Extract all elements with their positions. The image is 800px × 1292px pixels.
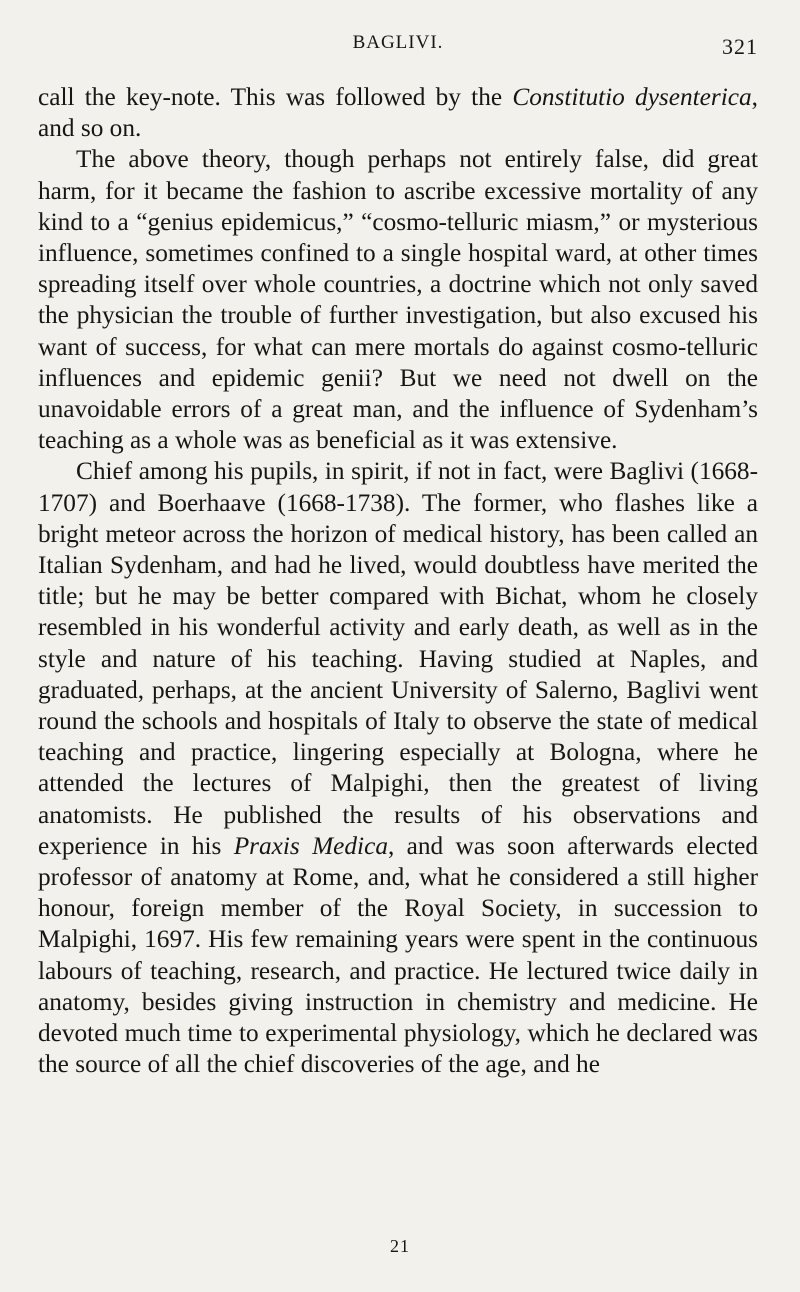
page-number: 321 xyxy=(722,34,758,59)
text-run: , and was soon afterwards elected professor of anatomy at Rome, and, what he considered a still higher honour, foreign member of the Royal Society, in succession to Malpighi, 1697. His few remaining years were spent in the continuous labours of teaching, research, and practice. He lectured twice daily in anatomy, besides giving instruction in chemistry and medicine. He devoted much time to experimental physiology, which he declared was the source of all the chief discoveries of the age, and he xyxy=(38,831,758,1079)
running-head xyxy=(38,28,758,68)
body-text xyxy=(38,82,758,1081)
paragraph-continuation xyxy=(38,82,758,144)
italic-title-constitutio-dysenterica: Constitutio dysenterica xyxy=(512,83,752,111)
text-run: Chief among his pupils, in spirit, if not in fact, were Baglivi (1668-1707) and Boerhaave (1668-1738). The former, who flashes like a bright meteor across the horizon of medical history, has been called an Italian Sydenham, and had he lived, would doubtless have merited the title; but he may be better compared with Bichat, whom he closely resembled in his wonderful activity and early death, as well as in the style and nature of his teaching. Having studied at Naples, and graduated, perhaps, at the ancient University of Salerno, Baglivi went round the schools and hospitals of Italy to observe the state of medical teaching and practice, lingering especially at Bologna, where he attended the lectures of Malpighi, then the greatest of living anatomists. He published the results of his observations and experience in his xyxy=(38,457,758,860)
text-run: call the key-note. This was followed by the xyxy=(38,83,513,111)
italic-title-praxis-medica: Praxis Medica xyxy=(233,831,388,860)
paragraph-baglivi xyxy=(38,456,758,1080)
signature-mark: 21 xyxy=(390,1236,410,1256)
running-title: BAGLIVI. xyxy=(352,32,444,53)
text-run: , and so on. xyxy=(38,83,758,143)
paragraph-theory: The above theory, though perhaps not entirely false, did great harm, for it became the fashion to ascribe excessive mortality of any kind to a “genius epidemicus,” “cosmo-telluric miasm,” or mysterious influence, sometimes confined to a single hospital ward, at other times spreading itself over whole countries, a doctrine which not only saved the physician the trouble of further investigation, but also excused his want of success, for what can mere mortals do against cosmo-telluric influences and epidemic genii? But we need not dwell on the unavoidable errors of a great man, and the influence of Sydenham’s teaching as a whole was as beneficial as it was extensive. xyxy=(38,145,758,455)
